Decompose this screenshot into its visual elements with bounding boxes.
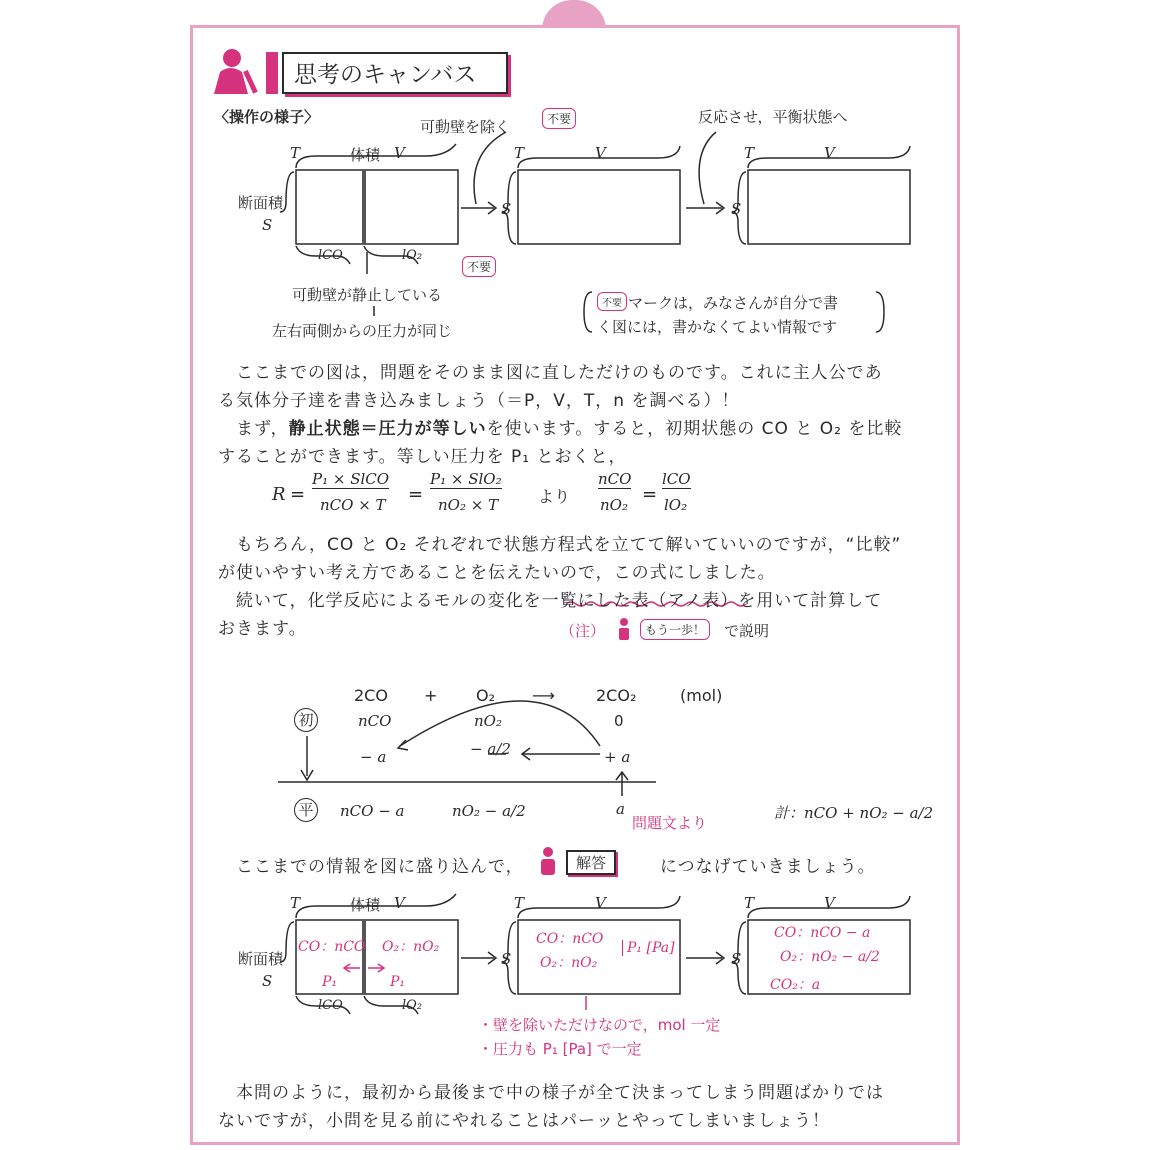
eq-R: R [272, 484, 286, 505]
pressure-right: P₁ [390, 974, 406, 990]
o2-amount: O₂：nO₂ [382, 939, 440, 955]
text-span: まず， [236, 419, 289, 439]
label-T: T [290, 144, 301, 162]
label-V: V [824, 894, 835, 912]
species-plus: + [424, 686, 438, 705]
mid-co-amount: CO：nCO [536, 931, 604, 947]
paragraph-line: おきます。 [218, 619, 307, 639]
eq-yori: より [538, 487, 571, 506]
text-span: を使います。すると，初期状態の CO と O₂ を比較 [486, 419, 903, 439]
initial-co: nCO [358, 712, 392, 730]
paragraph-line: が使いやすい考え方であることを伝えたいので，この式にしました。 [218, 563, 776, 583]
label-V: V [394, 894, 405, 912]
paragraph-line: 続いて，化学反応によるモルの変化を一覧にした表（アノ表）を用いて計算して [236, 591, 883, 611]
label-T: T [744, 144, 755, 162]
eq-rhs-den: nO₂ × T [438, 496, 499, 514]
eq-rhs-num: P₁ × SlO₂ [430, 470, 502, 488]
eq-equals: = [290, 484, 306, 505]
paragraph-line: もちろん，CO と O₂ それぞれで状態方程式を立てて解いていいのですが，“比較” [236, 535, 902, 555]
label-T: T [744, 894, 755, 912]
paragraph-line [236, 414, 902, 439]
eq-ratio-den-l: lO₂ [664, 496, 688, 514]
eq-lhs-num: P₁ × SlCO [312, 470, 390, 488]
initial-mark: 初 [294, 708, 318, 732]
total-moles: 計：nCO + nO₂ − a/2 [774, 804, 934, 822]
section-label: 〈操作の様子〉 [214, 108, 320, 126]
label-lo2: lO₂ [402, 248, 423, 263]
from-problem-note: 問題文より [632, 814, 708, 832]
pressure-left: P₁ [322, 974, 338, 990]
note-line2: く図には，書かなくてよい情報です [597, 318, 838, 336]
label-area: 断面積 [238, 950, 284, 968]
label-T: T [290, 894, 301, 912]
diagram-note: ・圧力も P₁ [Pa] で一定 [478, 1040, 642, 1058]
eq-ratio-num-l: lCO [662, 470, 691, 488]
label-V: V [595, 144, 606, 162]
mid-o2-amount: O₂：nO₂ [540, 955, 598, 971]
equilibrium-mark: 平 [294, 798, 318, 822]
change-o2: − a/2 [470, 740, 511, 758]
label-T: T [514, 144, 525, 162]
page-title: 思考のキャンバス [282, 52, 508, 94]
label-V: V [824, 144, 835, 162]
label-S: S [501, 200, 512, 218]
paragraph-line: 本問のように，最初から最後まで中の様子が全て決まってしまう問題ばかりでは [236, 1083, 884, 1103]
label-S: S [262, 216, 273, 234]
thinking-person-icon [214, 49, 258, 94]
unit-mol: (mol) [680, 686, 723, 705]
final-co2-amount: CO₂：a [770, 977, 821, 993]
paragraph-line: することができます。等しい圧力を P₁ とおくと， [218, 447, 627, 467]
label-lco: lCO [318, 248, 343, 263]
answer-badge: 解答 [566, 850, 616, 875]
mid-pressure: P₁ [Pa] [622, 940, 675, 956]
change-co2: + a [604, 748, 631, 766]
label-S: S [731, 200, 742, 218]
species-o2: O₂ [476, 686, 496, 705]
label-T: T [514, 894, 525, 912]
change-co: − a [360, 748, 387, 766]
initial-container [296, 170, 458, 244]
label-lo2: lO₂ [402, 998, 423, 1013]
unneeded-badge: 不要 [462, 256, 496, 277]
diagram-note: ・壁を除いただけなので，mol 一定 [478, 1016, 721, 1034]
note-prefix: （注） [560, 622, 606, 640]
bold-text: 静止状態＝圧力が等しい [288, 419, 487, 439]
final-co2: a [616, 800, 625, 818]
final-container [748, 170, 910, 244]
label-S: S [731, 950, 742, 968]
label-S: S [501, 950, 512, 968]
initial-co2: 0 [614, 712, 624, 730]
react-text: 反応させ，平衡状態へ [698, 108, 848, 126]
final-co: nCO − a [340, 802, 405, 820]
label-V: V [595, 894, 606, 912]
final-co-amount: CO：nCO − a [774, 925, 871, 941]
note-suffix: で説明 [724, 622, 770, 640]
label-V: V [394, 144, 405, 162]
note-line1: マークは，みなさんが自分で書 [628, 294, 839, 312]
remove-wall-text: 可動壁を除く [420, 118, 511, 136]
eq-equals: = [642, 484, 658, 505]
stationary-text: 可動壁が静止している [292, 286, 443, 304]
paragraph-line: ここまでの図は，問題をそのまま図に直しただけのものです。これに主人公であ [236, 363, 883, 383]
unneeded-badge: 不要 [597, 292, 627, 311]
one-more-step-badge: もう一歩！ [640, 619, 710, 640]
final-o2-amount: O₂：nO₂ − a/2 [780, 949, 880, 965]
label-volume: 体積 [350, 146, 381, 164]
paragraph-line: ここまでの情報を図に盛り込んで， [236, 857, 524, 877]
eq-equals: = [408, 484, 424, 505]
paragraph-line: につなげていきましょう。 [660, 857, 876, 877]
species-co2: 2CO₂ [596, 686, 637, 705]
label-S: S [262, 972, 273, 990]
paragraph-line: ないですが，小問を見る前にやれることはパーッとやってしまいましょう！ [218, 1111, 830, 1131]
eq-ratio-den: nO₂ [600, 496, 628, 514]
label-lco: lCO [318, 998, 343, 1013]
initial-o2: nO₂ [474, 712, 502, 730]
eq-lhs-den: nCO × T [320, 496, 386, 514]
co-amount: CO：nCO [298, 939, 366, 955]
middle-container [518, 170, 680, 244]
label-area: 断面積 [238, 194, 284, 212]
title-accent [266, 52, 278, 94]
species-co: 2CO [354, 686, 388, 705]
final-o2: nO₂ − a/2 [452, 802, 526, 820]
unneeded-badge: 不要 [542, 108, 576, 129]
paragraph-line: る気体分子達を書き込みましょう（＝P，V，T，n を調べる）！ [218, 391, 740, 411]
reaction-arrow: ⟶ [532, 686, 555, 705]
label-volume: 体積 [350, 896, 381, 914]
same-pressure-text: 左右両側からの圧力が同じ [272, 322, 453, 340]
person-icon-small [541, 618, 629, 875]
info-initial-container [296, 920, 458, 994]
eq-ratio-num: nCO [598, 470, 632, 488]
